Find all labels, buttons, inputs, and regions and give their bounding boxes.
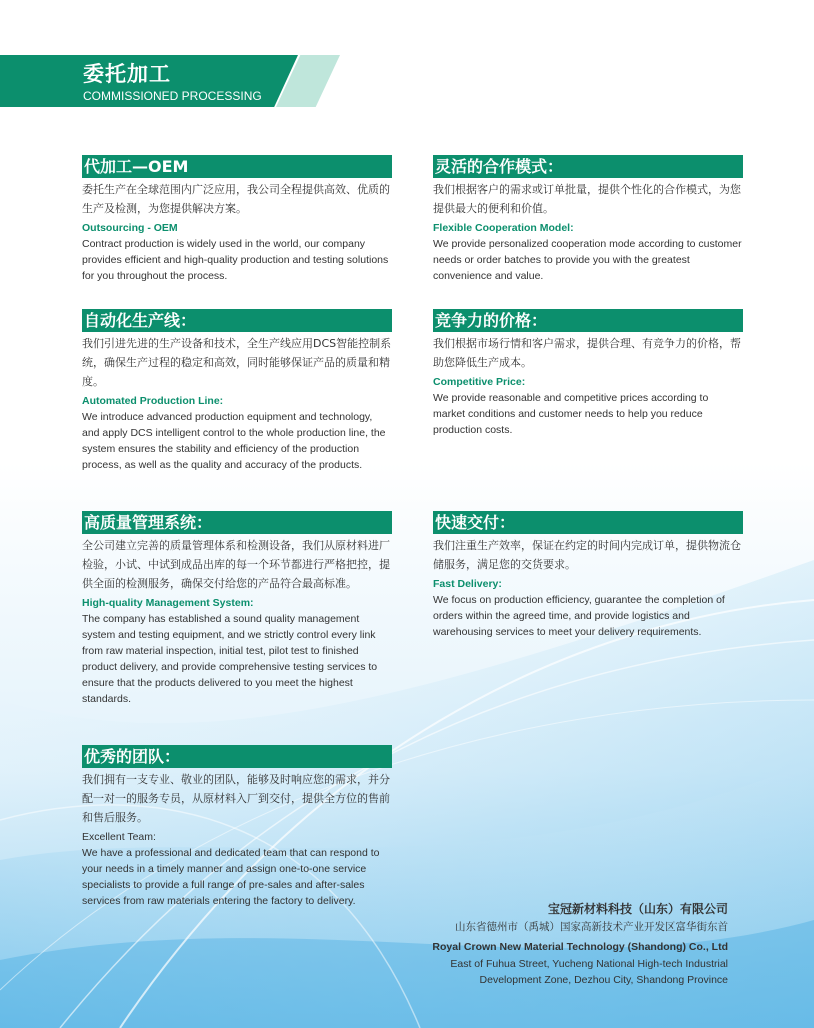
company-address-en-line2: Development Zone, Dezhou City, Shandong Province bbox=[479, 974, 728, 986]
section-heading: 自动化生产线： bbox=[82, 309, 392, 332]
section-text-en: We provide reasonable and competitive prices according to market conditions and customer needs to help you reduce production costs. bbox=[433, 392, 709, 436]
section-text-cn: 委托生产在全球范围内广泛应用，我公司全程提供高效、优质的生产及检测，为您提供解决方案。 bbox=[82, 183, 390, 215]
company-name-en: Royal Crown New Material Technology (Shandong) Co., Ltd bbox=[432, 941, 728, 953]
section-text-cn: 我们引进先进的生产设备和技术，全生产线应用DCS智能控制系统，确保生产过程的稳定和高效，同时能够保证产品的质量和精度。 bbox=[82, 337, 392, 388]
section-heading: 优秀的团队： bbox=[82, 745, 392, 768]
company-address-en-line1: East of Fuhua Street, Yucheng National High-tech Industrial bbox=[450, 958, 728, 970]
section-excellent-team bbox=[82, 745, 392, 909]
section-text-en: We provide personalized cooperation mode according to customer needs or order batches to provide you with the greatest convenience and value. bbox=[433, 238, 742, 282]
section-heading: 代加工—OEM bbox=[82, 155, 392, 178]
section-quality-management bbox=[82, 511, 392, 707]
section-heading-en: Outsourcing - OEM bbox=[82, 222, 178, 234]
company-info bbox=[368, 900, 728, 988]
section-heading: 快速交付： bbox=[433, 511, 743, 534]
section-text-cn: 全公司建立完善的质量管理体系和检测设备，我们从原材料进厂检验，小试、中试到成品出库的每一个环节都进行严格把控，提供全面的检测服务，确保交付给您的产品符合最高标准。 bbox=[82, 539, 390, 590]
section-text-cn: 我们拥有一支专业、敬业的团队，能够及时响应您的需求，并分配一对一的服务专员，从原材料入厂到交付，提供全方位的售前和售后服务。 bbox=[82, 773, 390, 824]
section-text-cn: 我们注重生产效率，保证在约定的时间内完成订单，提供物流仓储服务，满足您的交货要求。 bbox=[433, 539, 741, 571]
section-text-cn: 我们根据客户的需求或订单批量，提供个性化的合作模式，为您提供最大的便利和价值。 bbox=[433, 183, 741, 215]
section-flexible-cooperation bbox=[433, 155, 743, 284]
section-text-cn: 我们根据市场行情和客户需求，提供合理、有竞争力的价格，帮助您降低生产成本。 bbox=[433, 337, 741, 369]
section-text-en: We have a professional and dedicated team that can respond to your needs in a timely manner and assign one-to-one service specialists to provide a full range of pre-sales and after-sales services from raw materials entering the factory to delivery. bbox=[82, 847, 380, 907]
section-oem bbox=[82, 155, 392, 284]
section-heading: 竞争力的价格： bbox=[433, 309, 743, 332]
section-heading-en: Flexible Cooperation Model: bbox=[433, 222, 574, 234]
section-heading: 高质量管理系统： bbox=[82, 511, 392, 534]
section-heading-en: High-quality Management System: bbox=[82, 597, 254, 609]
section-heading-en: Automated Production Line: bbox=[82, 395, 224, 407]
section-competitive-price bbox=[433, 309, 743, 438]
company-name-cn: 宝冠新材料科技（山东）有限公司 bbox=[547, 902, 728, 916]
section-heading-en: Competitive Price: bbox=[433, 376, 526, 388]
section-text-en: We focus on production efficiency, guarantee the completion of orders within the agreed time, and provide logistics and warehousing services to meet your delivery requirements. bbox=[433, 594, 725, 638]
section-text-en: We introduce advanced production equipment and technology, and apply DCS intelligent control to the whole production line, the system ensures the stability and efficiency of the production process, as well as the quality and accuracy of the products. bbox=[82, 411, 386, 471]
section-heading: 灵活的合作模式： bbox=[433, 155, 743, 178]
page-subtitle: COMMISSIONED PROCESSING bbox=[83, 89, 262, 103]
section-automated-production bbox=[82, 309, 392, 473]
page-title: 委托加工 bbox=[83, 62, 171, 86]
section-heading-en: Fast Delivery: bbox=[433, 578, 502, 590]
section-fast-delivery bbox=[433, 511, 743, 640]
section-heading-en: Excellent Team: bbox=[82, 831, 156, 843]
section-text-en: The company has established a sound quality management system and testing equipment, and we strictly control every link from raw material inspection, initial test, pilot test to finished product delivery, and provide comprehensive testing services to ensure that the products delivered to you meet the highest standards. bbox=[82, 613, 378, 705]
section-text-en: Contract production is widely used in the world, our company provides efficient and high-quality production and testing solutions for you throughout the process. bbox=[82, 238, 389, 282]
company-address-cn: 山东省德州市（禹城）国家高新技术产业开发区富华街东首 bbox=[455, 921, 728, 933]
